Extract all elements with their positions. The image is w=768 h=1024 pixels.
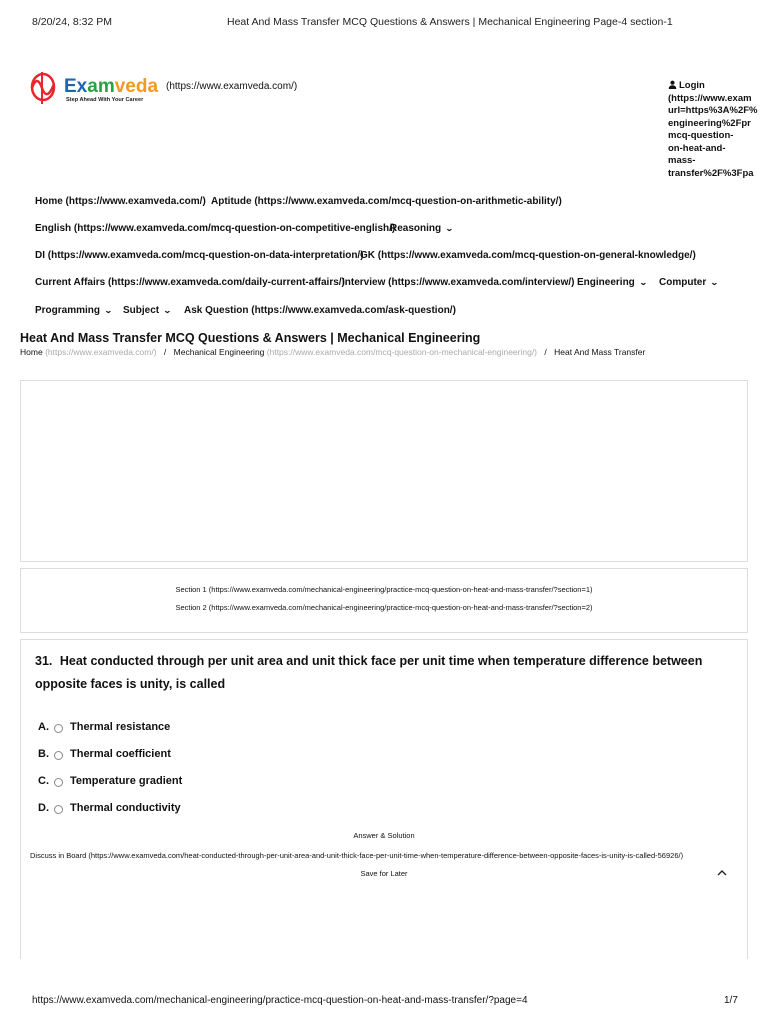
login-url-line: url=https%3A%2F% xyxy=(668,105,758,116)
logo-brand-text: Examveda xyxy=(64,76,159,97)
nav-programming-label: Programming xyxy=(35,305,101,316)
save-for-later-button[interactable]: Save for Later xyxy=(360,869,408,878)
chevron-up-icon[interactable] xyxy=(715,866,729,880)
breadcrumb xyxy=(20,347,645,357)
question-text xyxy=(35,650,735,696)
login-url-line: engineering%2Fpr xyxy=(668,117,751,129)
chevron-down-icon: ⌄ xyxy=(710,278,719,287)
nav-gk[interactable]: GK (https://www.examveda.com/mcq-question-on-general-knowledge/) xyxy=(360,250,696,261)
logo-mark-icon xyxy=(28,68,168,108)
nav-interview[interactable]: Interview (https://www.examveda.com/interview/) xyxy=(342,277,575,288)
nav-programming[interactable] xyxy=(35,305,112,316)
print-title: Heat And Mass Transfer MCQ Questions & Answers | Mechanical Engineering Page-4 section-1 xyxy=(227,16,673,28)
chevron-down-icon: ⌄ xyxy=(163,306,172,315)
print-header xyxy=(32,16,736,30)
nav-computer-label: Computer xyxy=(659,277,707,288)
nav-computer[interactable] xyxy=(659,277,718,288)
nav-engineering-label: Engineering xyxy=(577,277,635,288)
option-letter: A. xyxy=(38,721,49,733)
logo-tagline: Step Ahead With Your Career xyxy=(66,97,144,103)
option-a[interactable] xyxy=(38,721,170,733)
login-url-line: (https://www.exam xyxy=(668,92,752,104)
page-title: Heat And Mass Transfer MCQ Questions & Answers | Mechanical Engineering xyxy=(20,331,481,345)
nav-english[interactable]: English (https://www.examveda.com/mcq-question-on-competitive-english/) xyxy=(35,223,396,234)
print-page-number: 1/7 xyxy=(724,995,738,1006)
examveda-logo[interactable] xyxy=(28,68,168,108)
chevron-down-icon: ⌄ xyxy=(638,278,648,287)
nav-aptitude[interactable]: Aptitude (https://www.examveda.com/mcq-question-on-arithmetic-ability/) xyxy=(211,196,562,207)
option-letter: B. xyxy=(38,748,49,760)
login-url-line: mcq-question- xyxy=(668,130,734,141)
user-icon xyxy=(668,80,677,89)
print-footer-url: https://www.examveda.com/mechanical-engineering/practice-mcq-question-on-heat-and-mass-transfer/?page=4 xyxy=(32,995,528,1006)
option-text: Temperature gradient xyxy=(70,775,183,787)
ad-placeholder xyxy=(20,380,748,562)
breadcrumb-mechanical-url: (https://www.examveda.com/mcq-question-on-mechanical-engineering/) xyxy=(266,347,538,357)
breadcrumb-home-url: (https://www.examveda.com/) xyxy=(45,347,157,357)
login-url-line: transfer%2F%3Fpa xyxy=(668,167,754,179)
answer-solution-button[interactable]: Answer & Solution xyxy=(353,831,415,840)
radio-button[interactable] xyxy=(54,724,63,733)
option-b[interactable] xyxy=(38,748,171,760)
option-text: Thermal conductivity xyxy=(70,802,181,814)
radio-button[interactable] xyxy=(54,778,63,787)
breadcrumb-mechanical[interactable]: Mechanical Engineering xyxy=(173,347,265,357)
sections-box xyxy=(20,568,748,633)
print-date: 8/20/24, 8:32 PM xyxy=(32,16,112,28)
nav-engineering[interactable] xyxy=(577,277,647,288)
login-label: Login xyxy=(679,80,705,91)
option-text: Thermal resistance xyxy=(70,721,171,733)
breadcrumb-separator: / xyxy=(544,347,547,357)
login-url-line: on-heat-and- xyxy=(668,142,726,154)
nav-ask-question[interactable]: Ask Question (https://www.examveda.com/ask-question/) xyxy=(184,305,456,316)
chevron-down-icon: ⌄ xyxy=(445,224,454,233)
chevron-down-icon: ⌄ xyxy=(104,306,113,315)
option-letter: C. xyxy=(38,775,49,787)
login-url-line: mass- xyxy=(668,155,696,166)
breadcrumb-current: Heat And Mass Transfer xyxy=(554,347,646,357)
breadcrumb-home[interactable]: Home xyxy=(20,347,43,357)
question-number: 31. xyxy=(35,654,53,668)
logo-url[interactable]: (https://www.examveda.com/) xyxy=(166,81,298,92)
option-c[interactable] xyxy=(38,775,182,787)
breadcrumb-separator: / xyxy=(163,347,167,357)
nav-subject[interactable] xyxy=(123,305,171,316)
discuss-in-board-link[interactable]: Discuss in Board (https://www.examveda.com/heat-conducted-through-per-unit-area-and-unit-thick-face-per-unit-time-when-temperature-difference-between-opposite-faces-is-unity-is-called-56926/) xyxy=(30,851,684,860)
radio-button[interactable] xyxy=(54,805,63,814)
option-d[interactable] xyxy=(38,802,181,814)
nav-reasoning-label: Reasoning xyxy=(390,223,442,234)
section-1-link[interactable]: Section 1 (https://www.examveda.com/mechanical-engineering/practice-mcq-question-on-heat-and-mass-transfer/?section=1) xyxy=(175,585,593,594)
radio-button[interactable] xyxy=(54,751,63,760)
option-letter: D. xyxy=(38,802,49,814)
nav-di[interactable]: DI (https://www.examveda.com/mcq-question-on-data-interpretation/) xyxy=(35,250,364,261)
nav-subject-label: Subject xyxy=(123,305,160,316)
question-body: Heat conducted through per unit area and unit thick face per unit time when temperature difference between opposite faces is unity, is called xyxy=(35,654,703,691)
nav-home[interactable]: Home (https://www.examveda.com/) xyxy=(35,196,206,207)
nav-reasoning[interactable] xyxy=(390,223,453,234)
option-text: Thermal coefficient xyxy=(70,748,171,760)
login-link[interactable] xyxy=(668,80,768,180)
section-2-link[interactable]: Section 2 (https://www.examveda.com/mechanical-engineering/practice-mcq-question-on-heat-and-mass-transfer/?section=2) xyxy=(175,603,593,612)
nav-current-affairs[interactable]: Current Affairs (https://www.examveda.com/daily-current-affairs/) xyxy=(35,277,345,288)
